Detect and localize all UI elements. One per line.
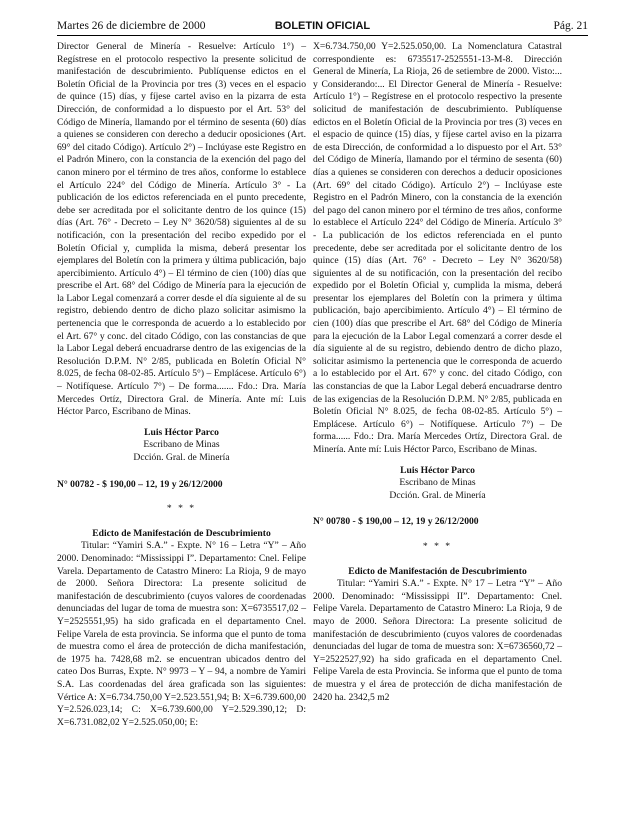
signature-block [57, 427, 306, 465]
section-separator: * * * [166, 503, 197, 515]
signatory-office: Dcción. Gral. de Minería [389, 489, 486, 501]
notice-reference: N° 00782 - $ 190,00 – 12, 19 y 26/12/2000 [57, 478, 223, 490]
notice-reference: N° 00780 - $ 190,00 – 12, 19 y 26/12/2000 [313, 516, 479, 528]
right-column [313, 41, 562, 704]
edict-text: Titular: “Yamiri S.A.” - Expte. N° 17 – Letra “Y” – Año 2000. Denominado: “Mississippi II”. Departamento: Cnel. Felipe Varela. Departamento de Catastro Minero: La Rioja, 9 de mayo de 2000. Señora Directora: La presente solicitud de manifestación de descubrimiento (cuyos valores de coordenadas denunciadas del lugar de toma de muestra son: X=6736560,72 – Y=2522527,92) ha sido graficada en el departamento Cnel. Felipe Varela de esta Provincia. Se informa que el punto de toma de muestra y el área de protección de dicha manifestación de 2420 ha. 2342,5 m2 [313, 578, 562, 703]
resolution-text: X=6.734.750,00 Y=2.525.050,00. La Nomenclatura Catastral correspondiente es: 6735517-2525551-13-M-8. Dirección General de Minería, La Rioja, 26 de setiembre de 2000. Visto:... y Considerando:... El Director General de Minería - Resuelve: Artículo 1°) – Regístrese en el protocolo respectivo la presente solicitud de manifestación de descubrimiento. Publíquense edictos en el Boletín Oficial de la Provincia por tres (3) veces en el espacio de quince (15) días, y fíjese cartel aviso en la pizarra de esta Dirección, de conformidad a lo dispuesto por el Art. 53° del Código de Minería, llamando por el término de sesenta (60) días a quienes se consideren con derechos a deducir oposiciones (Art. 69° del citado Código). Artículo 2°) – Inclúyase este Registro en el Padrón Minero, con la constancia de la exención del pago del canon minero por el término de tres años, conforme lo establece el Artículo 224° del Código de Minería. Artículo 3° - La publicación de los edictos referenciada en el punto precedente, debe ser acreditada por el solicitante dentro de los quince (15) días (Art. 76° - Decreto – Ley N° 3620/58) siguientes al de su notificación, con la presentación del recibo expedido por el Boletín Oficial y, cumplida la misma, deberá presentar los ejemplares del Boletín con la primera y última publicación, bajo apercibimiento. Artículo 4°) – El término de cien (100) días que prescribe el Art. 68° del Código de Minería para la ejecución de la Labor Legal comenzará a correr desde el día siguiente al de su registro, debiendo dentro de dicho plazo, solicitar asimismo la pertenencia que le corresponda de acuerdo a lo establecido por el Art. 67° y conc. del citado Código, con las constancias de que la Labor Legal deberá encuadrarse dentro de las exigencias de la Resolución D.P.M. N° 2/85, publicada en Boletín Oficial N° 8.025, de fecha 08-02-85. Artículo 5°) – Emplácese. Artículo 6°) – Notifíquese. Artículo 7°) – De forma...... Fdo.: Dra. María Mercedes Ortíz, Directora Gral. de Minería. Ante mí: Luis Héctor Parco, Escribano de Minas. [313, 41, 562, 455]
edict-title: Edicto de Manifestación de Descubrimiento [92, 527, 271, 539]
signatory-office: Dcción. Gral. de Minería [133, 452, 230, 463]
section-separator: * * * [422, 540, 453, 552]
signature-block [313, 465, 562, 503]
signatory-name: Luis Héctor Parco [144, 426, 219, 438]
page-header [57, 18, 588, 36]
header-rule [57, 35, 588, 36]
edict-text: Titular: “Yamiri S.A.” - Expte. N° 16 – Letra “Y” – Año 2000. Denominado: “Mississippi I”. Departamento: Cnel. Felipe Varela. Departamento de Catastro Minero: La Rioja, 9 de mayo de 2000. Señora Directora: La presente solicitud de manifestación de descubrimiento (cuyos valores de coordenadas denunciadas del lugar de toma de muestra son: X=6735517,02 – Y=2525551,95) ha sido graficada en el departamento Cnel. Felipe Varela de esta provincia. Se informa que el punto de toma de muestra como el área de protección de dicha manifestación, de 1975 ha. 7428,68 m2. se encuentran ubicados dentro del cateo Dos Burras, Expte. N° 9973 – Y – 94, a nombre de Yamiri S.A. Las coordenadas del área graficada son las siguientes: Vértice A: X=6.734.750,00 Y=2.523.551,94; B: X=6.739.600,00 Y=2.526.023,14; C: X=6.739.600,00 Y=2.529.390,12; D: X=6.731.082,02 Y=2.525.050,00; E: [57, 540, 306, 728]
issue-date: Martes 26 de diciembre de 2000 [57, 20, 206, 32]
edict-title: Edicto de Manifestación de Descubrimiento [348, 565, 527, 577]
resolution-text: Director General de Minería - Resuelve: Artículo 1°) – Regístrese en el protocolo respectivo la presente solicitud de manifestación de descubrimiento. Publíquense edictos en el Boletín Oficial de la Provincia por tres (3) veces en el espacio de quince (15) días, y fíjese cartel aviso en la pizarra de esta Dirección, de conformidad a lo dispuesto por el Art. 53° del Código de Minería, llamando por el término de sesenta (60) días a quienes se consideren con derecho a deducir oposiciones (Art. 69° del citado Código). Artículo 2°) – Inclúyase este Registro en el Padrón Minero, con la constancia de la exención del pago del canon minero por el término de tres años, conforme lo establece el Artículo 224° del Código de Minería. Artículo 3° - La publicación de los edictos referenciada en el punto precedente, debe ser acreditada por el solicitante dentro de los quince (15) días (Art. 76° - Decreto – Ley N° 3620/58) siguientes al de su notificación, con la presentación del recibo expedido por el Boletín Oficial y, cumplida la misma, deberá presentar los ejemplares del Boletín con la primera y última publicación, bajo apercibimiento. Artículo 4°) – El término de cien (100) días que prescribe el Art. 68° del Código de Minería para la ejecución de la Labor Legal comenzará a correr desde el día siguiente al de su registro, debiendo dentro de dicho plazo solicitar asimismo la pertenencia que le corresponda de acuerdo a lo establecido por el Art. 67° y conc. del citado Código, con las constancias de que la Labor Legal deberá encuadrarse dentro de las exigencias de la Resolución D.P.M. N° 2/85, publicada en Boletín Oficial N° 8.025, de fecha 08-02-85. Artículo 5°) – Emplácese. Artículo 6°) – Notifíquese. Artículo 7°) – De forma....... Fdo.: Dra. María Mercedes Ortíz, Directora Gral. de Minería. Ante mí: Luis Héctor Parco, Escribano de Minas. [57, 41, 306, 418]
signatory-role: Escribano de Minas [143, 439, 220, 451]
page-number: Pág. 21 [553, 20, 588, 32]
signatory-name: Luis Héctor Parco [400, 464, 475, 476]
publication-title: BOLETIN OFICIAL [274, 20, 371, 32]
left-column [57, 41, 306, 729]
signatory-role: Escribano de Minas [399, 477, 476, 489]
